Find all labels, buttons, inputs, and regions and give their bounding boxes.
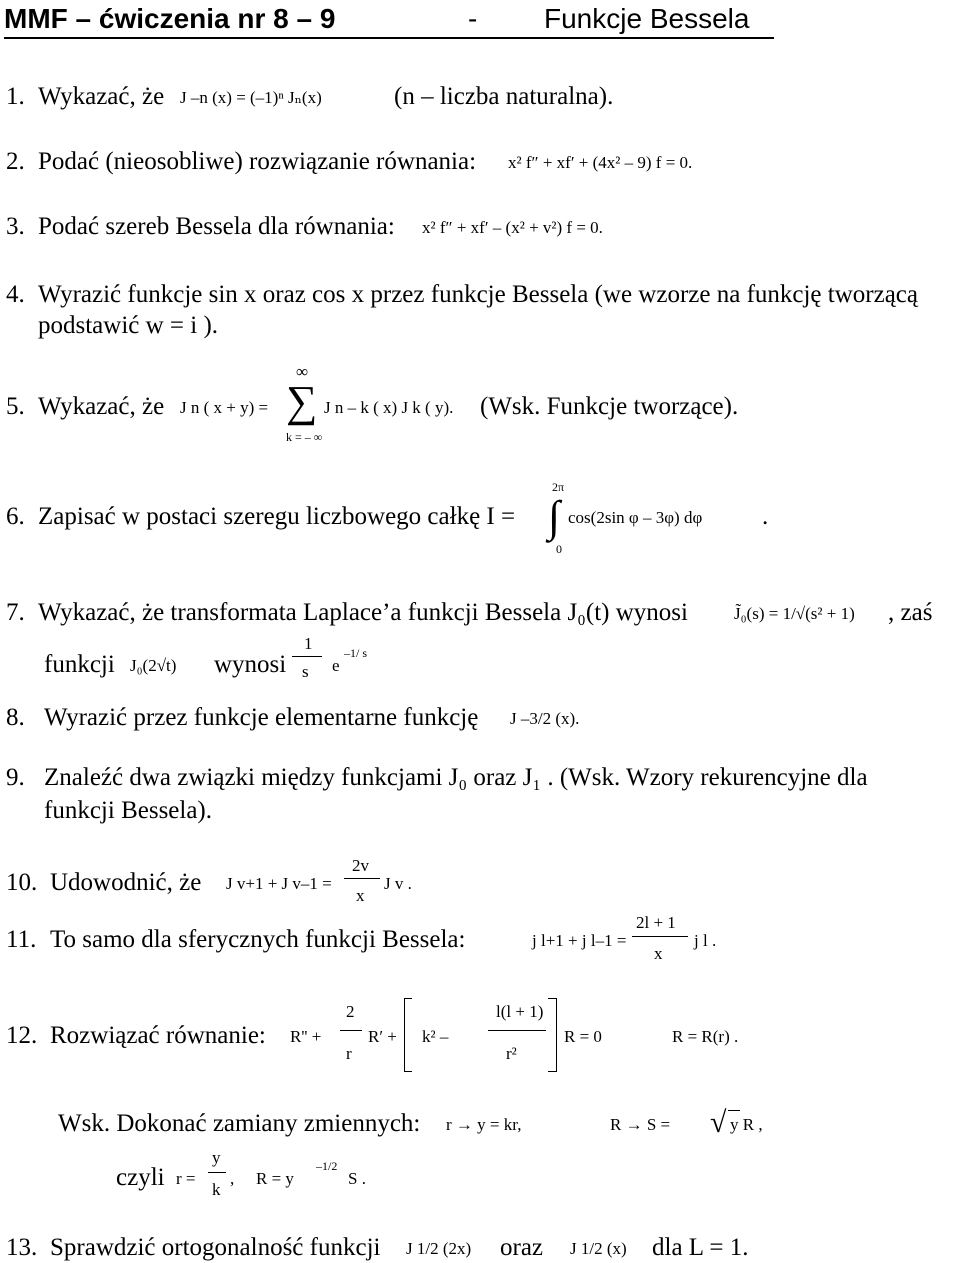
item-13-number: 13. [6, 1234, 38, 1261]
item-12-frac1-num: 2 [346, 1002, 355, 1021]
item-10-number: 10. [6, 869, 38, 896]
item-6-integrand: cos(2sin φ – 3φ) dφ [568, 508, 703, 527]
item-4-text-line1: Wyrazić funkcje sin x oraz cos x przez funkcje Bessela (we wzorze na funkcję tworzącą [38, 281, 918, 308]
item-6-lower-limit: 0 [556, 542, 562, 556]
item-12-number: 12. [6, 1022, 38, 1049]
item-12-part1: R'' + [290, 1027, 322, 1046]
item-5-hint: (Wsk. Funkcje tworzące). [480, 393, 739, 420]
item-11-frac-bar [632, 936, 688, 937]
hint-frac-bar [208, 1172, 226, 1173]
item-10-text: Udowodnić, że [50, 869, 202, 896]
item-12-part3: k² – [422, 1027, 449, 1046]
item-8-formula: J –3/2 (x). [510, 709, 580, 728]
item-3-text: Podać szereb Bessela dla równania: [38, 213, 395, 240]
item-5-rhs: J n – k ( x) J k ( y). [324, 398, 454, 417]
bracket-left-bottom [404, 1071, 412, 1072]
title-underline [4, 37, 774, 39]
item-12-part5: R = R(r) . [672, 1027, 739, 1046]
item-12-frac2-den: r² [506, 1044, 517, 1063]
item-7-exp-sup: –1/ s [344, 646, 368, 660]
integral-sign: ∫ [548, 492, 561, 541]
bracket-left-top [404, 998, 412, 999]
sqrt-bar [728, 1110, 740, 1111]
bracket-left-bar [404, 998, 405, 1072]
item-10-frac-num: 2v [352, 856, 369, 875]
item-7-formula1: J̃₀(s) = 1/√(s² + 1) [734, 604, 855, 623]
item-10-frac-bar [344, 878, 380, 879]
hint-sub2b: y R , [730, 1115, 763, 1134]
item-4-number: 4. [6, 281, 25, 308]
item-7-end1: , zaś [888, 599, 933, 626]
item-5-sum-upper: ∞ [296, 362, 309, 381]
hint-sub2: R → S = [610, 1115, 671, 1134]
bracket-right-top [548, 998, 556, 999]
hint-frac-den: k [212, 1180, 221, 1199]
item-10-frac-den: x [356, 886, 365, 905]
item-7-text-line2: funkcji [44, 651, 115, 678]
item-6-text: Zapisać w postaci szeregu liczbowego całkę I = [38, 503, 516, 530]
hint-rhs: R = y [256, 1169, 294, 1188]
item-3-number: 3. [6, 213, 25, 240]
hint-sub1: r → y = kr, [446, 1115, 522, 1134]
item-5-text: Wykazać, że [38, 393, 165, 420]
item-1-note: (n – liczba naturalna). [394, 83, 614, 110]
page-title: MMF – ćwiczenia nr 8 – 9 [4, 3, 336, 34]
item-1-formula: J –n (x) = (–1)ⁿ Jₙ(x) [180, 88, 322, 107]
item-5-sum-lower: k = – ∞ [286, 430, 323, 444]
hint-rhs-end: S . [348, 1169, 366, 1188]
item-6-end: . [762, 503, 769, 530]
item-12-frac2-num: l(l + 1) [496, 1002, 544, 1021]
hint-frac-num: y [212, 1148, 221, 1167]
item-8-number: 8. [6, 704, 25, 731]
item-1-number: 1. [6, 83, 25, 110]
item-12-text: Rozwiązać równanie: [50, 1022, 266, 1049]
item-8-text: Wyrazić przez funkcje elementarne funkcję [44, 704, 479, 731]
item-7-frac-den: s [302, 662, 309, 681]
item-11-lhs: j l+1 + j l–1 = [532, 931, 627, 950]
item-7-formula2: J₀(2√t) [130, 656, 177, 675]
item-2-formula: x² f″ + xf′ + (4x² – 9) f = 0. [508, 153, 693, 172]
item-13-f2: J 1/2 (x) [570, 1239, 627, 1258]
item-7-frac-bar [292, 656, 322, 657]
item-11-text: To samo dla sferycznych funkcji Bessela: [50, 926, 466, 953]
sqrt-icon: √ [710, 1106, 727, 1139]
item-10-lhs: J v+1 + J v–1 = [226, 874, 332, 893]
item-9-number: 9. [6, 764, 25, 791]
item-13-f1: J 1/2 (2x) [406, 1239, 472, 1258]
item-9-text-line2: funkcji Bessela). [44, 797, 213, 824]
item-11-frac-den: x [654, 944, 663, 963]
item-13-mid: oraz [500, 1234, 544, 1261]
item-12-part4: R = 0 [564, 1027, 602, 1046]
item-7-text-line1: Wykazać, że transformata Laplace’a funkcji Bessela J₀(t) wynosi [38, 599, 688, 626]
hint-r-eq: r = [176, 1169, 196, 1188]
item-7-frac-num: 1 [304, 634, 313, 653]
item-2-number: 2. [6, 148, 25, 175]
title-dash: - [468, 3, 478, 34]
item-9-text-line1: Znaleźć dwa związki między funkcjami J₀ oraz J₁ . (Wsk. Wzory rekurencyjne dla [44, 764, 868, 791]
item-2-text: Podać (nieosobliwe) rozwiązanie równania: [38, 148, 477, 175]
item-12-frac1-den: r [346, 1044, 352, 1063]
item-13-end: dla L = 1. [652, 1234, 749, 1261]
bracket-right-bottom [548, 1071, 556, 1072]
item-5-lhs: J n ( x + y) = [180, 398, 269, 417]
sum-sign: ∑ [286, 377, 318, 426]
title-topic: Funkcje Bessela [544, 3, 750, 34]
hint-rhs-sup: –1/2 [316, 1159, 338, 1173]
item-11-rhs: j l . [694, 931, 717, 950]
item-12-frac2-bar [488, 1030, 546, 1031]
bracket-right-bar [556, 998, 557, 1072]
item-11-frac-num: 2l + 1 [636, 913, 676, 932]
item-5-number: 5. [6, 393, 25, 420]
hint-czyli: czyli [116, 1164, 165, 1191]
item-7-number: 7. [6, 599, 25, 626]
item-6-upper-limit: 2π [552, 480, 565, 494]
item-3-formula: x² f″ + xf′ – (x² + v²) f = 0. [422, 218, 603, 237]
item-11-number: 11. [6, 926, 37, 953]
item-10-rhs: J v . [384, 874, 412, 893]
item-1-text: Wykazać, że [38, 83, 165, 110]
hint-text: Wsk. Dokonać zamiany zmiennych: [58, 1110, 421, 1137]
item-12-part2: R′ + [368, 1027, 397, 1046]
item-13-text: Sprawdzić ortogonalność funkcji [50, 1234, 381, 1261]
item-6-number: 6. [6, 503, 25, 530]
item-7-text3: wynosi [214, 651, 287, 678]
item-7-exp-base: e [332, 656, 340, 675]
item-4-text-line2: podstawić w = i ). [38, 312, 219, 339]
item-12-frac1-bar [340, 1030, 362, 1031]
hint-comma: , [230, 1169, 235, 1188]
